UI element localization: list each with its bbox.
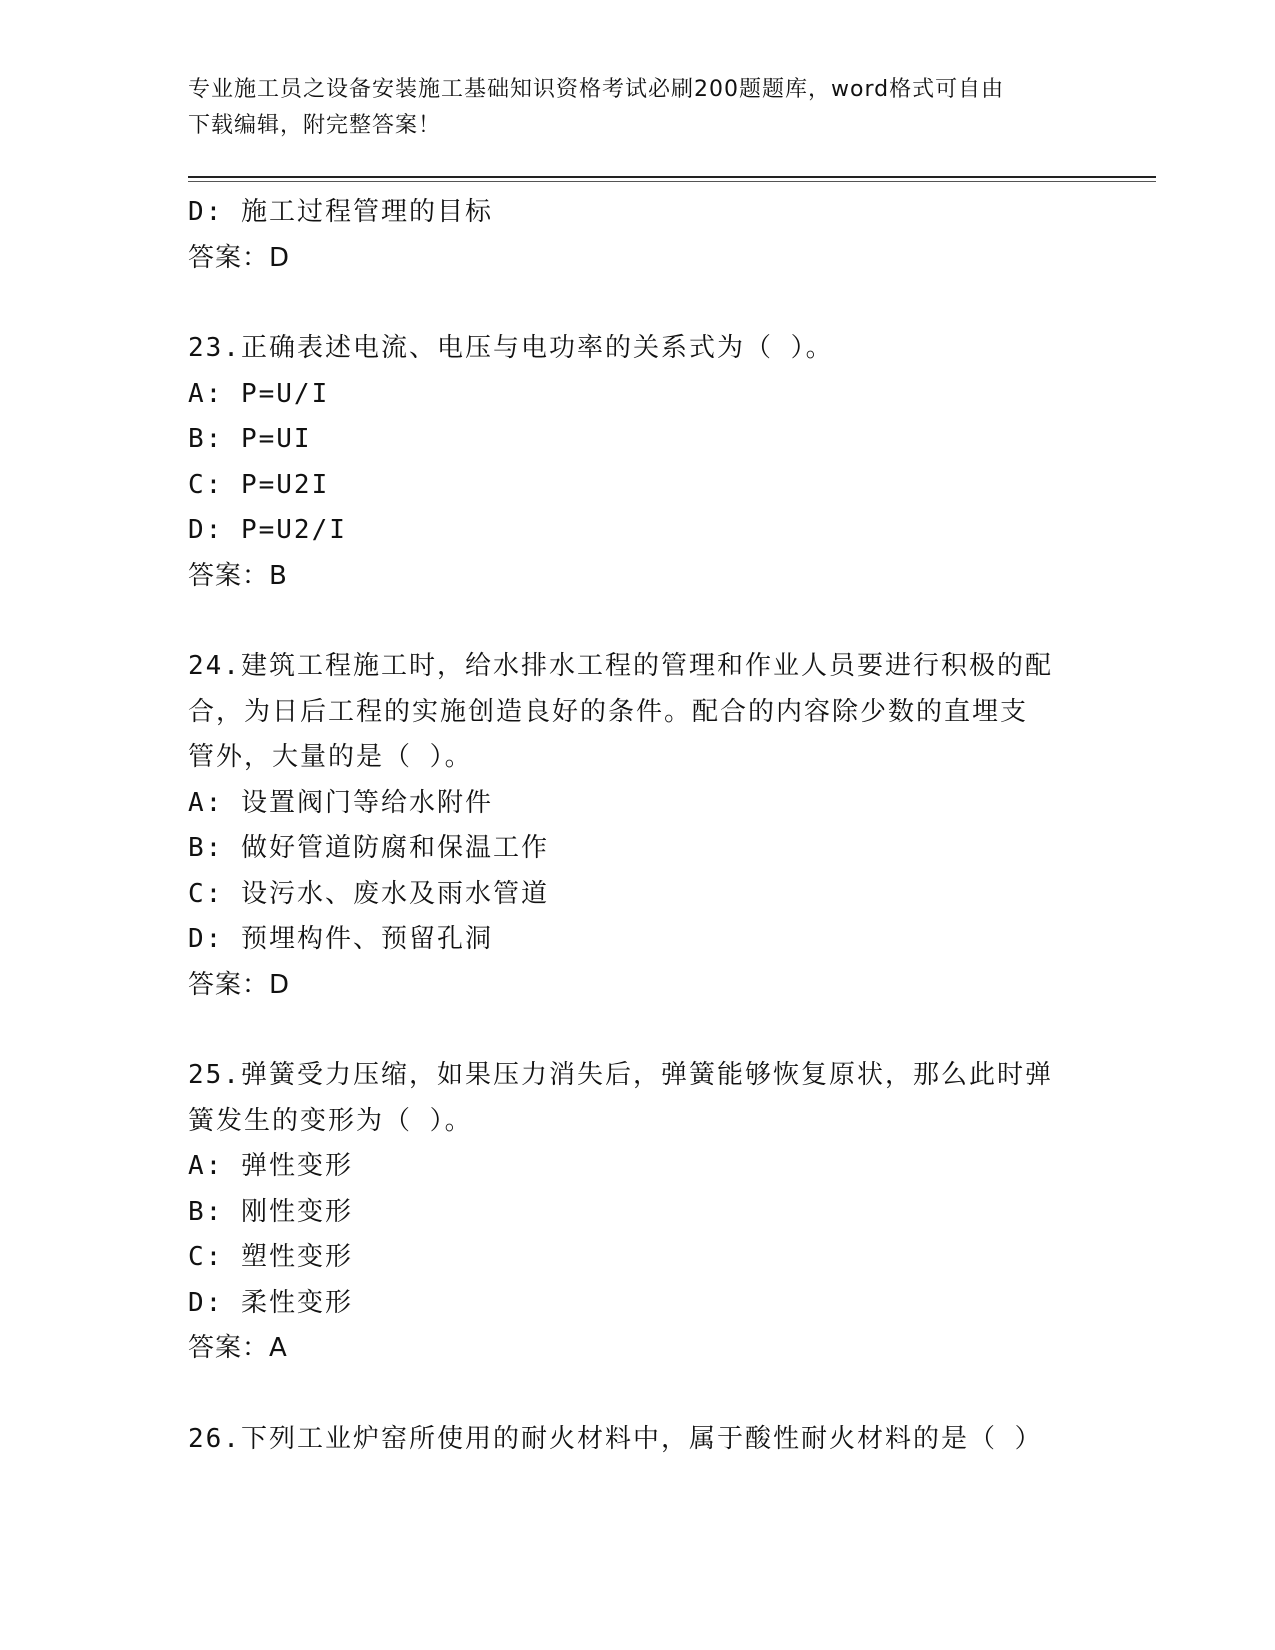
option-d: D: 施工过程管理的目标 [188, 197, 493, 227]
spacer [188, 281, 1088, 326]
option-c: C: 设污水、废水及雨水管道 [188, 878, 549, 909]
question-list [188, 190, 1088, 1462]
header-divider-thick [188, 176, 1156, 178]
option-b: B: P=UI [188, 424, 312, 454]
spacer [188, 1008, 1088, 1053]
header-line-1: 专业施工员之设备安装施工基础知识资格考试必刷200题题库，word格式可自由 [188, 77, 1005, 102]
question-text-line-3: 管外，大量的是（ ）。 [188, 742, 473, 772]
option-c: C: 塑性变形 [188, 1242, 353, 1272]
question-block-24 [188, 644, 1088, 1008]
option-a: A: 设置阀门等给水附件 [188, 787, 493, 818]
answer-label: 答案：B [188, 560, 288, 591]
question-block-26 [188, 1417, 1088, 1463]
option-b: B: 刚性变形 [188, 1196, 353, 1227]
question-text-line-2: 合，为日后工程的实施创造良好的条件。配合的内容除少数的直埋支 [188, 696, 1029, 727]
option-d: D: 柔性变形 [188, 1287, 353, 1318]
answer-label: 答案：D [188, 242, 291, 273]
header-divider-thin [188, 181, 1156, 182]
question-text: 26.下列工业炉窑所使用的耐火材料中，属于酸性耐火材料的是（ ） [188, 1423, 1043, 1454]
option-a: A: P=U/I [188, 378, 330, 409]
question-text-line-1: 25.弹簧受力压缩，如果压力消失后，弹簧能够恢复原状，那么此时弹 [188, 1060, 1053, 1090]
option-b: B: 做好管道防腐和保温工作 [188, 833, 549, 863]
question-text-line-2: 簧发生的变形为（ ）。 [188, 1105, 473, 1136]
option-c: C: P=U2I [188, 469, 330, 500]
option-d: D: P=U2/I [188, 515, 347, 545]
question-text: 23.正确表述电流、电压与电功率的关系式为（ ）。 [188, 333, 834, 363]
option-a: A: 弹性变形 [188, 1151, 353, 1181]
document-header [188, 72, 1068, 144]
question-text-line-1: 24.建筑工程施工时，给水排水工程的管理和作业人员要进行积极的配 [188, 651, 1053, 681]
spacer [188, 1372, 1088, 1417]
option-d: D: 预埋构件、预留孔洞 [188, 924, 493, 954]
question-block-prev [188, 190, 1088, 281]
spacer [188, 599, 1088, 644]
header-line-2: 下载编辑，附完整答案！ [188, 113, 442, 138]
question-block-23 [188, 326, 1088, 599]
question-block-25 [188, 1053, 1088, 1372]
answer-label: 答案：D [188, 969, 291, 1000]
answer-label: 答案：A [188, 1333, 288, 1363]
